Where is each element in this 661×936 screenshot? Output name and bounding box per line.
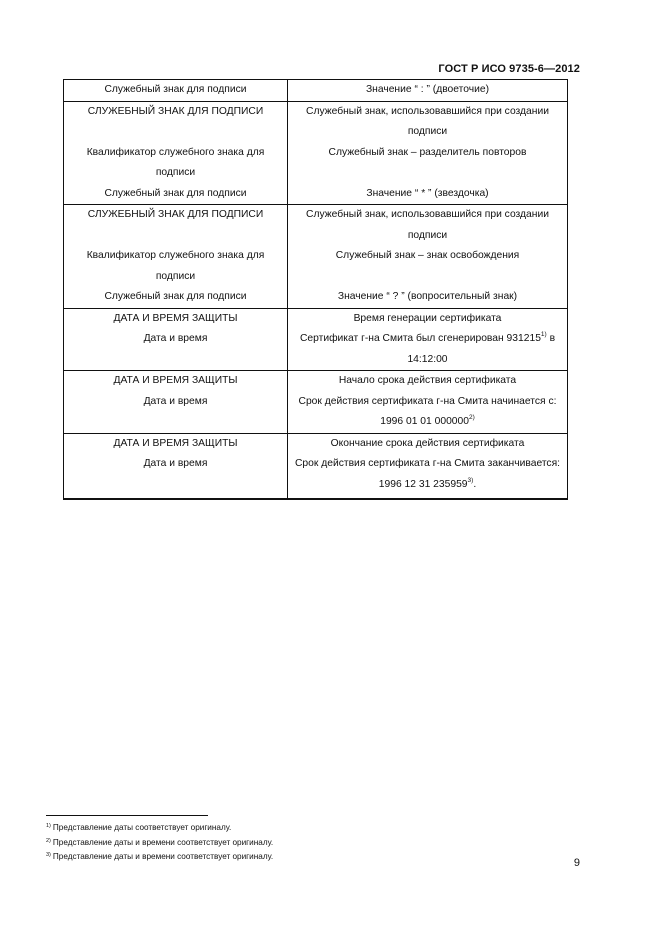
table-row — [64, 101, 568, 143]
footnote-number: 2) — [46, 837, 51, 844]
table-cell-right: Служебный знак – разделитель повторов — [288, 143, 568, 184]
table-row — [64, 371, 568, 392]
table-cell-right: Значение “ ? ” (вопросительный знак) — [288, 287, 568, 308]
table-cell-right: Служебный знак – знак освобождения — [288, 246, 568, 287]
table-cell-right: Значение “ * ” (звездочка) — [288, 184, 568, 205]
footnote-text: Представление даты и времени соответствует оригиналу. — [52, 837, 274, 847]
cell-text: Срок действия сертификата г-на Смита начинается с: 1996 01 01 000000 — [298, 395, 557, 427]
table-cell-right: Служебный знак, использовавшийся при создании подписи — [288, 101, 568, 143]
table-cell-left: СЛУЖЕБНЫЙ ЗНАК ДЛЯ ПОДПИСИ — [64, 101, 288, 143]
table-cell-left: Дата и время — [64, 329, 288, 371]
footnote-item — [46, 849, 273, 864]
footnotes — [46, 820, 273, 864]
footnote-divider — [46, 815, 208, 816]
table-row — [64, 246, 568, 287]
table-row — [64, 80, 568, 102]
table-row — [64, 205, 568, 247]
table-cell-left: Служебный знак для подписи — [64, 80, 288, 102]
page-number: 9 — [573, 857, 580, 869]
footnote-text: Представление даты и времени соответствует оригиналу. — [52, 852, 274, 861]
footnote-text: Представление даты соответствует оригиналу. — [52, 823, 232, 832]
table-cell-left: СЛУЖЕБНЫЙ ЗНАК ДЛЯ ПОДПИСИ — [64, 205, 288, 247]
table-cell-right — [288, 329, 568, 371]
table-row — [64, 287, 568, 308]
cell-text: Срок действия сертификата г-на Смита заканчивается: 1996 12 31 235959 — [294, 458, 561, 490]
footnote-item — [46, 835, 273, 850]
table-row — [64, 433, 568, 454]
footnote-item — [46, 820, 273, 835]
cell-text: в 14:12:00 — [407, 333, 556, 365]
table-cell-left: ДАТА И ВРЕМЯ ЗАЩИТЫ — [64, 308, 288, 329]
table-cell-right: Начало срока действия сертификата — [288, 371, 568, 392]
footnote-number: 3) — [46, 852, 51, 858]
table-cell-left: Служебный знак для подписи — [64, 287, 288, 308]
table-row — [64, 454, 568, 499]
table-row — [64, 329, 568, 371]
data-table — [63, 79, 568, 500]
table-cell-left: Квалификатор служебного знака для подписи — [64, 143, 288, 184]
table-cell-right — [288, 392, 568, 434]
table-row — [64, 392, 568, 434]
footnote-number: 1) — [46, 823, 51, 829]
cell-text: Сертификат г-на Смита был сгенерирован 931215 — [299, 333, 541, 344]
table-row — [64, 308, 568, 329]
table-cell-right: Служебный знак, использовавшийся при создании подписи — [288, 205, 568, 247]
table-cell-right: Значение “ : ” (двоеточие) — [288, 80, 568, 102]
table-cell-left: Дата и время — [64, 454, 288, 499]
table-cell-right: Время генерации сертификата — [288, 308, 568, 329]
cell-text: . — [473, 478, 477, 490]
footnote-ref: 2) — [468, 414, 475, 421]
footnote-ref: 3) — [467, 476, 474, 484]
table-cell-left: ДАТА И ВРЕМЯ ЗАЩИТЫ — [64, 371, 288, 392]
table-cell-left: Дата и время — [64, 392, 288, 434]
table-cell-left: Квалификатор служебного знака для подписи — [64, 246, 288, 287]
table-row — [64, 184, 568, 205]
table-cell-left: ДАТА И ВРЕМЯ ЗАЩИТЫ — [64, 433, 288, 454]
table-cell-right — [288, 454, 568, 499]
table-cell-left: Служебный знак для подписи — [64, 184, 288, 205]
document-code-header: ГОСТ Р ИСО 9735-6—2012 — [438, 63, 580, 75]
footnote-ref: 1) — [540, 331, 547, 338]
table-row — [64, 143, 568, 184]
table-cell-right: Окончание срока действия сертификата — [288, 433, 568, 454]
